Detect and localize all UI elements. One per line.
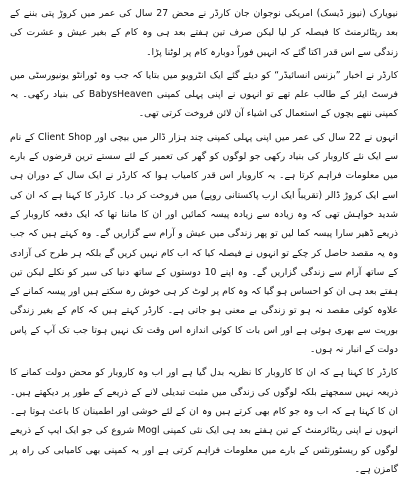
article-paragraph-4: کارڈر کا کہنا ہے کہ ان کا کاروبار کا نظریہ بدل گیا ہے اور اب وہ کاروبار کو محض دولت کمانے کا ذریعہ نہیں سمجھتے بلکہ لوگوں کی زندگی میں مثبت تبدیلی لانے کے ذریعے کے طور پر دیکھتے ہیں۔ ان کا کہنا ہے کہ اب وہ جو کام بھی کرتے ہیں وہ ان کے لئے خوشی اور اطمینان کا باعث ہوتا ہے۔ انہوں نے اپنی ریٹائرمنٹ کے تین ہفتے بعد ہی ایک نئی کمپنی Mogl شروع کی جو ایک ایپ کے ذریعے لوگوں کو ریسٹورنٹس کے بارے میں معلومات فراہم کرتی ہے اور یہ کمپنی بھی کامیابی کی راہ پر گامزن ہے۔ — [10, 367, 398, 475]
article-paragraph-1: نیویارک (نیوز ڈیسک) امریکی نوجوان جان کارڈر نے محض 27 سال کی عمر میں کروڑ پتی بننے کے بعد ریٹائرمنٹ کا فیصلہ کر لیا لیکن صرف تین ہفتے بعد ہی وہ کام کے بغیر عیش و عشرت کی زندگی سے اس قدر اکتا گئے کہ انہیں فوراً دوبارہ کام پر لوٹنا پڑا۔ — [10, 8, 398, 58]
article-paragraph-2: کارڈر نے اخبار ”بزنس انسائیڈر“ کو دیئے گئے ایک انٹرویو میں بتایا کہ جب وہ ٹورانٹو یونیورسٹی میں فرسٹ ایئر کے طالب علم تھے تو انہوں نے اپنی پہلی کمپنی BabysHeaven کی بنیاد رکھی۔ یہ کمپنی ننھے بچوں کے استعمال کی اشیاء آن لائن فروخت کرتی تھی۔ — [10, 69, 398, 120]
article-paragraph-3: انہوں نے 22 سال کی عمر میں اپنی پہلی کمپنی چند ہزار ڈالر میں بیچی اور Client Shop کے نام سے ایک نئے کاروبار کی بنیاد رکھی جو لوگوں کو گھر کی تعمیر کے لئے سستے ترین قرضوں کے بارے میں معلومات فراہم کرتا ہے۔ یہ کاروبار اس قدر کامیاب ہوا کہ کارڈر نے ایک سال کے دوران ہی اسے ایک کروڑ ڈالر (تقریباً ایک ارب پاکستانی روپے) میں فروخت کر دیا۔ کارڈر کا کہنا ہے کہ ان کی شدید خواہش تھی کہ وہ زیادہ سے زیادہ پیسہ کمائیں اور ان کا ماننا تھا کہ ایک دفعہ کاروبار کے ذریعے ڈھیر سارا پیسہ کما لیں تو پھر زندگی میں عیش و آرام سے گزاریں گے۔ وہ کہتے ہیں کہ جب وہ یہ مقصد حاصل کر چکے تو انہوں نے فیصلہ کیا کہ اب کام نہیں کریں گے بلکہ ہر طرح کی آزادی کے ساتھ آرام سے زندگی گزاریں گے۔ وہ اپنے 10 دوستوں کے ساتھ دنیا کی سیر کو نکلے لیکن تین ہفتے بعد ہی ان کو احساس ہو گیا کہ وہ کام پر لوٹ کر ہی خوش رہ سکتے ہیں اور پیسہ کمانے کے علاوہ کوئی مقصد نہ ہو تو زندگی بے معنی ہو جاتی ہے۔ کارڈر کہتے ہیں کہ کام کے بغیر زندگی بوریت سے بھری ہوئی ہے اور اس بات کا کوئی اندازہ اس وقت تک نہیں ہوتا جب تک آپ کے پاس دولت کے انبار نہ ہوں۔ — [10, 131, 398, 356]
